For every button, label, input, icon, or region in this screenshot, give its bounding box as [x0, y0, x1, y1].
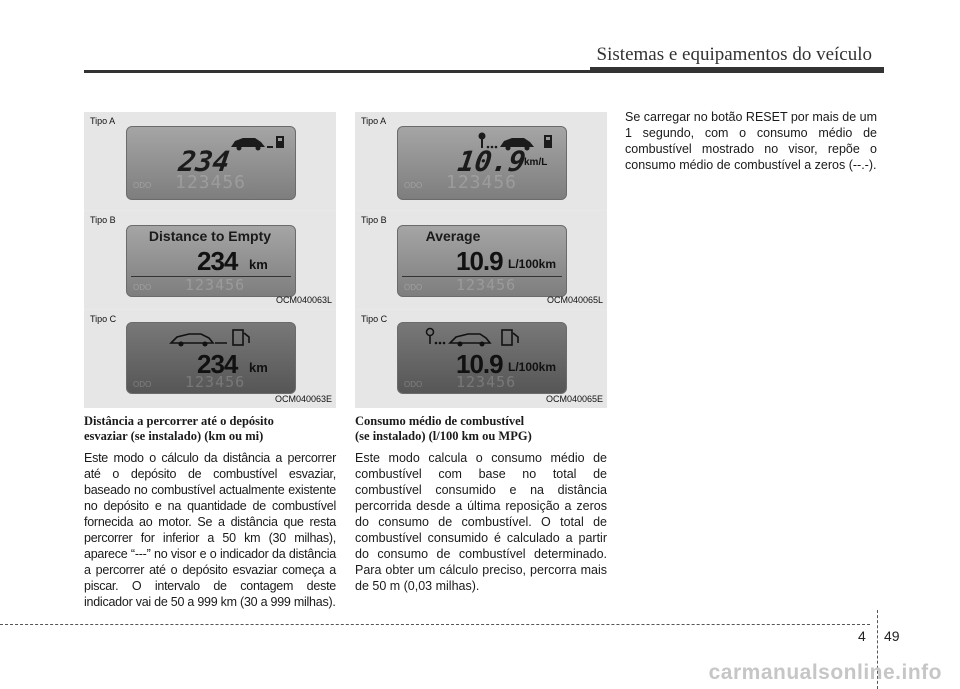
lcd-display — [397, 126, 567, 200]
panel-tipo-a — [355, 112, 607, 210]
odo-digits: 123456 — [456, 373, 517, 391]
odo-label: ODO — [404, 283, 423, 292]
figure-code: OCM040065L — [546, 295, 603, 305]
car-icon — [167, 327, 257, 349]
tipo-label: Tipo B — [361, 215, 387, 225]
odo-digits: 123456 — [456, 276, 517, 294]
odo-digits: 123456 — [185, 276, 246, 294]
footer-dashed-line — [0, 624, 870, 625]
body-paragraph: Se carregar no botão RESET por mais de um 1 segundo, com o consumo médio de combustível mostrado no visor, repõe o consumo médio de combustível a zeros (--.-). — [625, 110, 877, 172]
watermark: carmanualsonline.info — [708, 661, 942, 684]
lcd-display — [126, 322, 296, 394]
car-icon — [229, 133, 287, 151]
consumption-unit: L/100km — [508, 360, 557, 374]
panel-tipo-a — [84, 112, 336, 210]
lcd-title: Average — [425, 228, 481, 244]
tipo-label: Tipo B — [90, 215, 116, 225]
odo-digits: 123456 — [175, 172, 247, 193]
panel-tipo-b — [355, 211, 607, 309]
odo-label: ODO — [133, 283, 152, 292]
column-reset-info — [625, 109, 877, 173]
section-title: Sistemas e equipamentos do veículo — [596, 44, 872, 65]
panel-tipo-c — [84, 310, 336, 408]
distance-value: 234 — [176, 145, 232, 178]
distance-unit: km — [249, 257, 268, 272]
figure-code: OCM040065E — [545, 394, 603, 404]
lcd-display — [126, 126, 296, 200]
consumption-value: 10.9 — [456, 246, 503, 276]
subtitle-line-1: Consumo médio de combustível — [355, 414, 525, 428]
tipo-label: Tipo A — [90, 116, 116, 126]
subtitle-line-2: (se instalado) (l/100 km ou MPG) — [355, 429, 532, 443]
figure-average-consumption — [355, 112, 607, 408]
consumption-value: 10.9 — [455, 145, 528, 178]
lcd-display — [397, 322, 567, 394]
consumption-unit: L/100km — [508, 257, 557, 271]
odo-digits: 123456 — [446, 172, 518, 193]
odo-label: ODO — [133, 181, 152, 190]
lcd-display — [126, 225, 296, 297]
tipo-label: Tipo A — [361, 116, 387, 126]
figure-code: OCM040063E — [274, 394, 332, 404]
tipo-label: Tipo C — [361, 314, 388, 324]
odo-label: ODO — [133, 380, 152, 389]
figure-distance-to-empty — [84, 112, 336, 408]
body-paragraph: Este modo o cálculo da distância a percorrer até o depósito de combustível esvaziar, baseado no combustível actualmente existente no depósito e na quantidade de combustível fornecida ao motor. Se a distância que resta percorrer for inferior a 50 km (30 milhas), aparece “---” no visor e o indicador da distância a percorrer até o depósito esvaziar começa a piscar. O intervalo de contagem deste indicador vai de 50 a 999 km (30 a 999 milhas). — [84, 451, 336, 609]
column-average-consumption — [355, 414, 607, 594]
panel-tipo-c — [355, 310, 607, 408]
figure-code: OCM040063L — [275, 295, 332, 305]
distance-unit: km — [249, 360, 268, 375]
distance-value: 234 — [197, 246, 238, 276]
odo-label: ODO — [404, 181, 423, 190]
consumption-unit: km/L — [524, 157, 548, 168]
page-number: 49 — [884, 628, 900, 644]
panel-tipo-b — [84, 211, 336, 309]
subtitle-line-2: esvaziar (se instalado) (km ou mi) — [84, 429, 264, 443]
odo-digits: 123456 — [185, 373, 246, 391]
chapter-number: 4 — [858, 628, 866, 644]
key-icon — [424, 327, 524, 349]
distance-value: 234 — [197, 349, 238, 379]
column-distance-to-empty — [84, 414, 336, 610]
subtitle-line-1: Distância a percorrer até o depósito — [84, 414, 274, 428]
consumption-value: 10.9 — [456, 349, 503, 379]
tipo-label: Tipo C — [90, 314, 117, 324]
lcd-title: Distance to Empty — [148, 228, 272, 244]
header-accent-bar — [590, 67, 884, 73]
lcd-display — [397, 225, 567, 297]
odo-label: ODO — [404, 380, 423, 389]
body-paragraph: Este modo calcula o consumo médio de combustível com base no total de combustível consumido e na distância percorrida desde a última reposição a zeros do consumo de combustível. O total de combustível consumido é calculado a partir do consumo de combustível determinado. Para obter um cálculo preciso, percorra mais de 50 m (0,03 milhas). — [355, 451, 607, 593]
